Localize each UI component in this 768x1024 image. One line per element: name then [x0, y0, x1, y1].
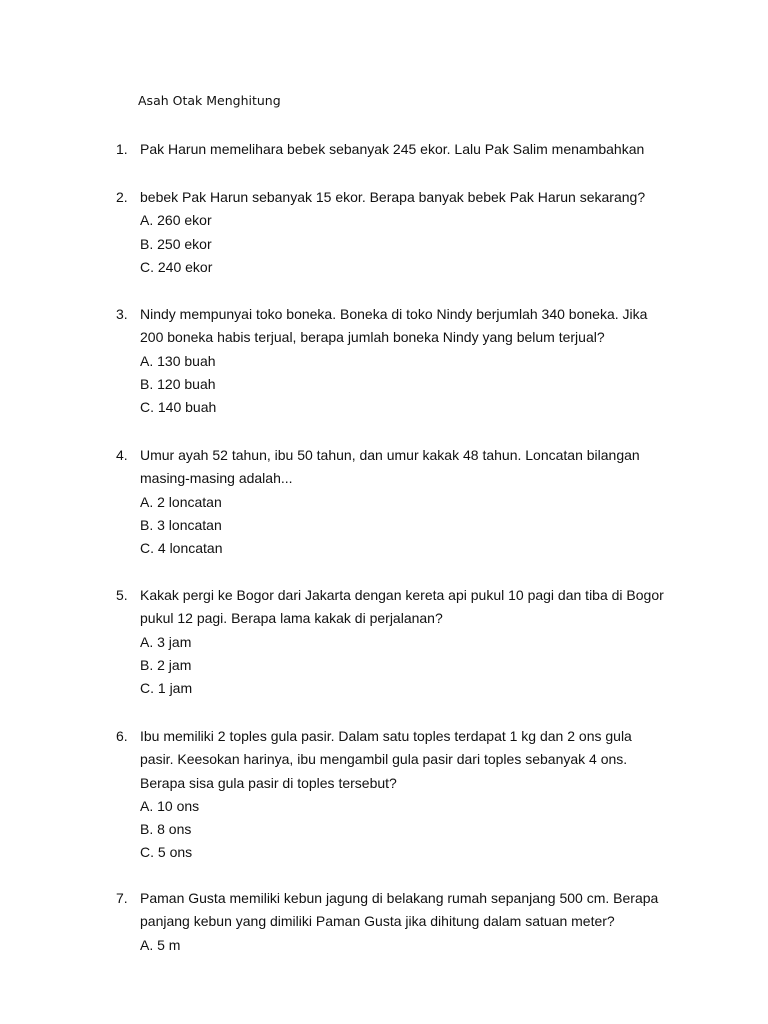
question-text-line: pukul 12 pagi. Berapa lama kakak di perjalanan?: [140, 610, 443, 627]
question-text-line: Paman Gusta memiliki kebun jagung di belakang rumah sepanjang 500 cm. Berapa: [140, 890, 659, 906]
question-text-line: Nindy mempunyai toko boneka. Boneka di toko Nindy berjumlah 340 boneka. Jika: [140, 306, 648, 322]
answer-option: C. 140 buah: [140, 399, 217, 416]
answer-option: A. 3 jam: [140, 633, 192, 650]
question-text-line: Ibu memiliki 2 toples gula pasir. Dalam satu toples terdapat 1 kg dan 2 ons gula: [140, 728, 632, 744]
question-text-line: masing-masing adalah...: [140, 470, 293, 487]
answer-option: B. 120 buah: [140, 375, 216, 392]
question-text-line: panjang kebun yang dimiliki Paman Gusta jika dihitung dalam satuan meter?: [140, 913, 615, 930]
question-number: 7.: [116, 890, 128, 906]
answer-option: B. 8 ons: [140, 821, 192, 838]
question-number: 6.: [116, 728, 128, 744]
answer-option: B. 2 jam: [140, 656, 192, 673]
answer-option: C. 1 jam: [140, 680, 193, 697]
question-text-line: pasir. Keesokan harinya, ibu mengambil gula pasir dari toples sebanyak 4 ons.: [140, 751, 628, 768]
answer-option: B. 250 ekor: [140, 235, 212, 252]
answer-option: A. 5 m: [140, 936, 181, 953]
question-number: 4.: [116, 447, 128, 463]
question-text-line: Kakak pergi ke Bogor dari Jakarta dengan kereta api pukul 10 pagi dan tiba di Bogor: [140, 587, 664, 603]
answer-option: C. 4 loncatan: [140, 540, 223, 557]
question-number: 3.: [116, 306, 128, 322]
answer-option: A. 2 loncatan: [140, 493, 222, 510]
question-body: [140, 186, 680, 279]
question-body: [140, 444, 680, 560]
answer-option: A. 130 buah: [140, 352, 216, 369]
answer-option: C. 240 ekor: [140, 258, 213, 275]
question-body: [140, 584, 680, 700]
question-text-line: 200 boneka habis terjual, berapa jumlah boneka Nindy yang belum terjual?: [140, 329, 605, 346]
answer-option: B. 3 loncatan: [140, 516, 222, 533]
answer-option: A. 260 ekor: [140, 212, 212, 229]
document-title: Asah Otak Menghitung: [138, 93, 281, 108]
answer-option: A. 10 ons: [140, 797, 200, 814]
question-body: [140, 138, 680, 161]
answer-option: C. 5 ons: [140, 844, 193, 861]
question-body: [140, 725, 680, 865]
question-number: 2.: [116, 189, 128, 205]
question-text-line: Pak Harun memelihara bebek sebanyak 245 ekor. Lalu Pak Salim menambahkan: [140, 141, 645, 157]
question-number: 1.: [116, 141, 128, 157]
question-text-line: Umur ayah 52 tahun, ibu 50 tahun, dan umur kakak 48 tahun. Loncatan bilangan: [140, 447, 640, 463]
question-text-line: Berapa sisa gula pasir di toples tersebut?: [140, 774, 397, 791]
question-number: 5.: [116, 587, 128, 603]
question-text-line: bebek Pak Harun sebanyak 15 ekor. Berapa banyak bebek Pak Harun sekarang?: [140, 189, 646, 205]
question-body: [140, 303, 680, 419]
question-body: [140, 887, 680, 957]
